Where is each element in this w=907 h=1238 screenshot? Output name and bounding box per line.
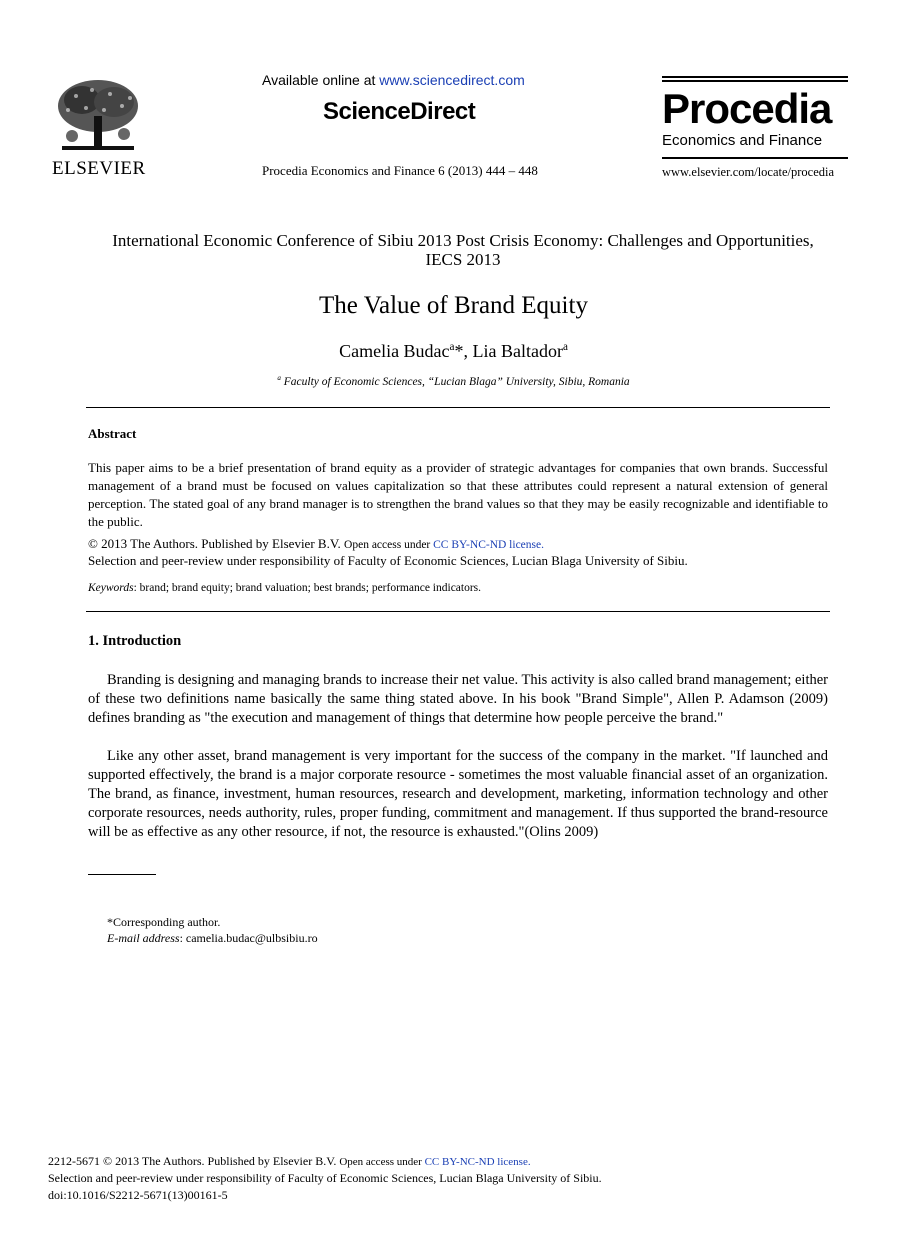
procedia-subtitle: Economics and Finance: [662, 132, 823, 149]
elsevier-wordmark: ELSEVIER: [52, 158, 146, 179]
email-label: E-mail address: [107, 931, 180, 945]
conference-name: International Economic Conference of Sibiu 2013 Post Crisis Economy: Challenges and Opportunities, IECS 2013: [112, 231, 814, 269]
author-name: Camelia Budac: [339, 341, 450, 361]
footnote-rule: [88, 874, 156, 875]
footer-license-link[interactable]: CC BY-NC-ND license.: [424, 1156, 531, 1168]
email-note: [107, 931, 318, 946]
authors: [0, 341, 907, 362]
footer-open-access: Open access under: [339, 1156, 425, 1168]
footer-doi[interactable]: doi:10.1016/S2212-5671(13)00161-5: [48, 1188, 228, 1202]
author-name: Lia Baltador: [472, 341, 563, 361]
masthead-rule: [662, 80, 848, 82]
copyright-line: [88, 536, 544, 552]
affiliation: [0, 376, 907, 388]
footer-issn: 2212-5671 © 2013 The Authors. Published by Elsevier B.V.: [48, 1154, 340, 1168]
peer-review-note: Selection and peer-review under responsibility of Faculty of Economic Sciences, Lucian Blaga University of Sibiu.: [88, 553, 688, 568]
introduction-heading: 1. Introduction: [88, 633, 182, 649]
open-access-text: Open access under: [344, 539, 434, 551]
sciencedirect-link[interactable]: www.sciencedirect.com: [379, 72, 525, 88]
affiliation-faculty: Faculty of Economic Sciences,: [280, 376, 428, 388]
body-paragraph: Like any other asset, brand management is very important for the success of the company in the market. "If launched and supported effectively, the brand is a major corporate resource - sometimes the most valuable financial asset of an organization. The brand, as finance, investment, human resources, research and development, marketing, information technology and other corporate resources, needs authority, rules, proper funding, commitment and management. If thus supported the brand-resource will be as effective as any other resource, if not, the resource is exhausted."(Olins 2009): [88, 748, 828, 840]
elsevier-tree-icon: [52, 76, 144, 156]
masthead-rule: [662, 157, 848, 159]
keywords-label: Keywords: [88, 582, 134, 594]
elsevier-logo: [52, 76, 148, 180]
sciencedirect-logo: ScienceDirect: [323, 98, 476, 125]
masthead-rule: [662, 76, 848, 78]
footer-copyright: [48, 1154, 531, 1169]
email-address: : camelia.budac@ulbsibiu.ro: [179, 931, 318, 945]
corresponding-author-note: *Corresponding author.: [107, 915, 221, 929]
procedia-masthead: [662, 76, 848, 180]
keywords: [88, 582, 481, 594]
procedia-url[interactable]: www.elsevier.com/locate/procedia: [662, 165, 835, 179]
footer-peer-review: Selection and peer-review under responsibility of Faculty of Economic Sciences, Lucian Blaga University of Sibiu.: [48, 1171, 602, 1185]
abstract-text: This paper aims to be a brief presentation of brand equity as a provider of strategic advantages for companies that own brands. Successful management of a brand must be focused on values capitalization so that these attributes could represent a natural extension of general perception. The stated goal of any brand manager is to strengthen the brand values so that they may be easily recognizable and identifiable to the public.: [88, 460, 828, 529]
paper-title: The Value of Brand Equity: [319, 292, 588, 319]
affiliation-marker: a: [562, 341, 568, 353]
corresponding-marker: *,: [454, 341, 473, 361]
section-divider: [86, 611, 830, 612]
affiliation-marker: a: [277, 374, 281, 383]
section-divider: [86, 407, 830, 408]
abstract-heading: Abstract: [88, 426, 137, 441]
body-paragraph: Branding is designing and managing brands to increase their net value. This activity is also called brand management; either of these two definitions name basically the same thing stated above. In his book "Brand Simple", Allen P. Adamson (2009) defines branding as "the execution and management of things that determine how people perceive the brand.": [88, 672, 828, 726]
affiliation-university: “Lucian Blaga” University, Sibiu, Romania: [427, 376, 630, 388]
available-online: [262, 72, 525, 88]
copyright-text: © 2013 The Authors. Published by Elsevier B.V.: [88, 536, 345, 551]
available-prefix: Available online at: [262, 72, 380, 88]
procedia-title: Procedia: [662, 85, 832, 132]
keywords-list: : brand; brand equity; brand valuation; best brands; performance indicators.: [133, 582, 482, 594]
journal-reference: Procedia Economics and Finance 6 (2013) 444 – 448: [262, 163, 538, 178]
affiliation-marker: a: [449, 341, 455, 353]
license-link[interactable]: CC BY-NC-ND license.: [433, 539, 544, 551]
